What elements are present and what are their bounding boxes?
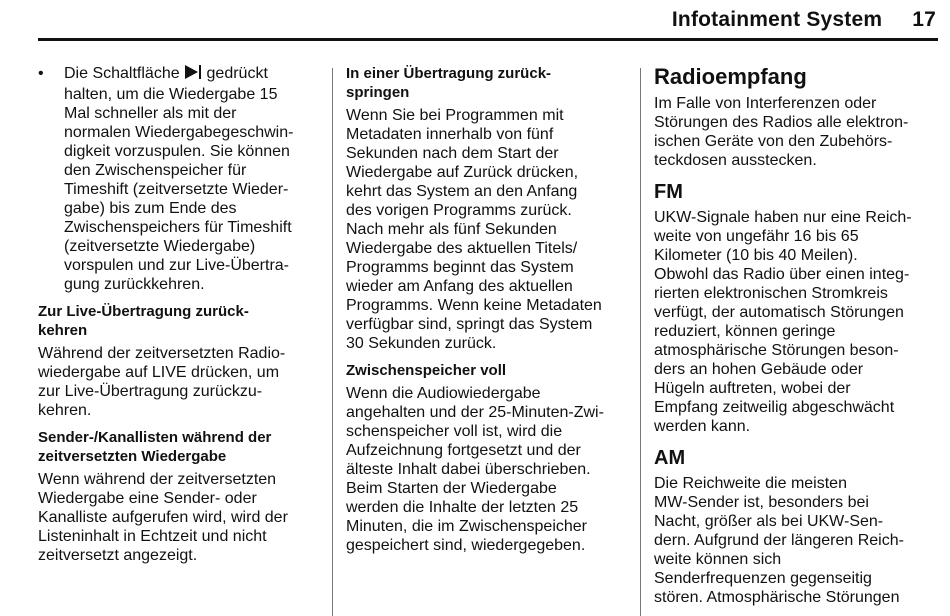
text-line: gung zurückkehren.: [64, 276, 205, 293]
text-line: Sender-/Kanallisten während der: [38, 429, 272, 446]
paragraph-skip-back: [346, 106, 628, 353]
bullet-text-suffix: gedrückt: [202, 65, 268, 82]
text-line: Programms. Wenn keine Metadaten: [346, 297, 602, 314]
text-line: älteste Inhalt dabei überschrieben.: [346, 461, 591, 478]
text-line: Aufzeichnung fortgesetzt und der: [346, 442, 581, 459]
paragraph-fm: [654, 208, 936, 436]
text-line: Kanalliste aufgerufen wird, wird der: [38, 509, 288, 526]
text-line: teckdosen ausstecken.: [654, 152, 817, 169]
section-heading-am: AM: [654, 447, 686, 469]
text-line: Obwohl das Radio über einen integ-: [654, 266, 910, 283]
running-header: [672, 8, 936, 32]
text-line: kehren: [38, 322, 88, 339]
text-line: springen: [346, 84, 410, 101]
text-line: werden die Inhalte der letzten 25: [346, 499, 579, 516]
bullet-item: [38, 64, 316, 294]
text-line: gespeichert sind, wiedergegeben.: [346, 537, 586, 554]
text-line: halten, um die Wiedergabe 15: [64, 86, 278, 103]
header-title: Infotainment System: [671, 8, 883, 31]
page-number: 17: [912, 8, 936, 31]
text-line: weite von ungefähr 16 bis 65: [654, 228, 859, 245]
text-line: Kilometer (10 bis 40 Meilen).: [654, 247, 858, 264]
text-line: Wenn während der zeitversetzten: [38, 471, 277, 488]
text-line: verfügbar sind, springt das System: [346, 316, 593, 333]
bullet-text-prefix: Die Schaltfläche: [64, 65, 180, 82]
text-line: Hügeln auftreten, wobei der: [654, 380, 851, 397]
text-line: kehrt das System an den Anfang: [346, 183, 578, 200]
text-line: zeitversetzt angezeigt.: [38, 547, 198, 564]
section-heading-buffer-full: [346, 361, 628, 380]
text-line: Störungen des Radios alle elektron-: [654, 114, 909, 131]
column-1: [38, 64, 316, 565]
text-line: verfügt, der automatisch Störungen: [654, 304, 904, 321]
section-heading-fm: FM: [654, 181, 683, 203]
text-line: Sekunden nach dem Start der: [346, 145, 559, 162]
paragraph-live: [38, 344, 316, 420]
paragraph-channel-lists: [38, 470, 316, 565]
text-line: Wiedergabe auf Zurück drücken,: [346, 164, 579, 181]
text-line: Beim Starten der Wiedergabe: [346, 480, 557, 497]
text-line: Die Reichweite die meisten: [654, 475, 847, 492]
text-line: Programms beginnt das System: [346, 259, 574, 276]
text-line: Mal schneller als mit der: [64, 105, 237, 122]
text-line: ders an hohen Gebäude oder: [654, 361, 864, 378]
text-line: normalen Wiedergabegeschwin-: [64, 124, 294, 141]
text-line: MW-Sender ist, besonders bei: [654, 494, 869, 511]
text-line: Zur Live-Übertragung zurück-: [38, 303, 249, 320]
text-line: wieder am Anfang des aktuellen: [346, 278, 573, 295]
column-2: [346, 64, 628, 555]
text-line: UKW-Signale haben nur eine Reich-: [654, 209, 912, 226]
section-heading-channel-lists: [38, 428, 316, 466]
text-line: Listeninhalt in Echtzeit und nicht: [38, 528, 267, 545]
text-line: den Zwischenspeicher für: [64, 162, 247, 179]
text-line: wiedergabe auf LIVE drücken, um: [38, 364, 280, 381]
text-line: (zeitversetzte Wiedergabe): [64, 238, 256, 255]
text-line: weite können sich: [654, 551, 782, 568]
text-line: Metadaten innerhalb von fünf: [346, 126, 554, 143]
text-line: Während der zeitversetzten Radio-: [38, 345, 286, 362]
header-rule: [38, 38, 938, 41]
text-line: Wenn Sie bei Programmen mit: [346, 107, 564, 124]
text-line: Minuten, die im Zwischenspeicher: [346, 518, 587, 535]
text-line: reduziert, können geringe: [654, 323, 836, 340]
text-line: digkeit vorzuspulen. Sie können: [64, 143, 290, 160]
section-title-radio: Radioempfang: [654, 64, 807, 89]
text-line: Timeshift (zeitversetzte Wieder-: [64, 181, 289, 198]
text-line: Nacht, größer als bei UKW-Sen-: [654, 513, 884, 530]
text-line: dern. Aufgrund der längeren Reich-: [654, 532, 904, 549]
text-line: stören. Atmosphärische Störungen: [654, 589, 900, 606]
column-divider-2: [640, 68, 641, 616]
text-line: gabe) bis zum Ende des: [64, 200, 237, 217]
bullet-marker: •: [38, 65, 44, 82]
text-line: Im Falle von Interferenzen oder: [654, 95, 877, 112]
paragraph-radio: [654, 94, 936, 170]
text-line: kehren.: [38, 402, 92, 419]
text-line: Wenn die Audiowiedergabe: [346, 385, 541, 402]
text-line: Nach mehr als fünf Sekunden: [346, 221, 557, 238]
text-line: werden kann.: [654, 418, 751, 435]
text-line: atmosphärische Störungen beson-: [654, 342, 899, 359]
paragraph-am: [654, 474, 936, 607]
text-line: Wiedergabe eine Sender- oder: [38, 490, 257, 507]
section-heading-skip-back: [346, 64, 628, 102]
text-line: In einer Übertragung zurück-: [346, 65, 552, 82]
column-divider-1: [332, 68, 333, 616]
skip-forward-icon: [184, 64, 202, 85]
text-line: Empfang zeitweilig abgeschwächt: [654, 399, 895, 416]
text-line: Zwischenspeicher voll: [346, 362, 507, 379]
text-line: ischen Geräte von den Zubehörs-: [654, 133, 893, 150]
text-line: Wiedergabe des aktuellen Titels/: [346, 240, 578, 257]
text-line: Senderfrequenzen gegenseitig: [654, 570, 872, 587]
paragraph-buffer-full: [346, 384, 628, 555]
text-line: des vorigen Programms zurück.: [346, 202, 572, 219]
text-line: Zwischenspeichers für Timeshift: [64, 219, 292, 236]
text-line: vorspulen und zur Live-Übertra-: [64, 257, 289, 274]
column-3: [654, 64, 936, 607]
bullet-first-line: [64, 64, 316, 85]
text-line: angehalten und der 25-Minuten-Zwi-: [346, 404, 604, 421]
text-line: zeitversetzten Wiedergabe: [38, 448, 227, 465]
text-line: rierten elektronischen Stromkreis: [654, 285, 888, 302]
text-line: zur Live-Übertragung zurückzu-: [38, 383, 263, 400]
section-heading-live: [38, 302, 316, 340]
bullet-body: [64, 85, 316, 294]
text-line: schenspeicher voll ist, wird die: [346, 423, 563, 440]
text-line: 30 Sekunden zurück.: [346, 335, 497, 352]
